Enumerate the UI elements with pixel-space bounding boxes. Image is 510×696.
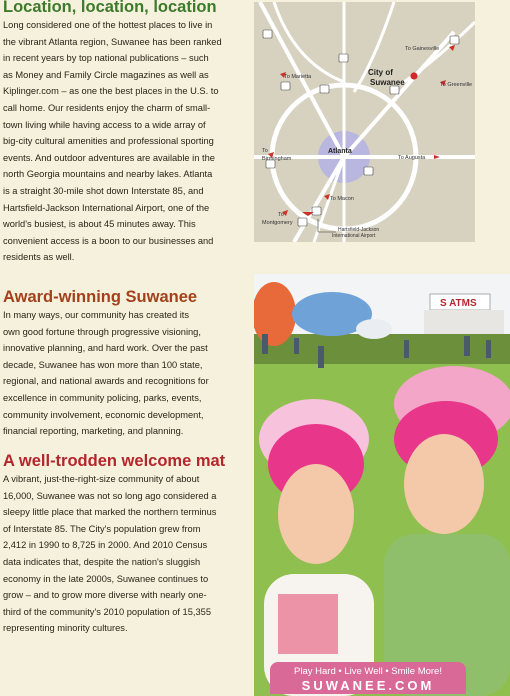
body-line: 2,412 in 1990 to 8,725 in 2000. And 2010 Census: [3, 540, 208, 551]
section-heading: Award-winning Suwanee: [3, 288, 198, 306]
body-line: big-city cultural amenities and professional sporting: [3, 136, 214, 147]
label-airport-line: Hartsfield-Jackson: [338, 227, 380, 233]
label-augusta: To Augusta: [398, 155, 426, 161]
body-line: innovative planning, and hard work. Over the past: [3, 343, 208, 354]
label-greenville: To Greenville: [440, 82, 473, 88]
label-gainesville: To Gainesville: [405, 46, 440, 52]
body-line: call home. Our residents enjoy the charm of small-: [3, 102, 211, 113]
section-awards: [3, 287, 243, 440]
body-line: world's busiest, is about 45 minutes away. This: [3, 219, 196, 230]
body-line: In many ways, our community has created its: [3, 310, 190, 320]
atms-sign-text: S ATMS: [440, 298, 477, 309]
body-line: events. And outdoor adventures are available in the: [3, 152, 215, 163]
body-line: is a straight 30-mile shot down Interstate 85, and: [3, 185, 204, 196]
body-line: Kiplinger.com – as one the best places in the U.S. to: [3, 86, 219, 97]
body-line: residents as well.: [3, 252, 75, 263]
section-heading: Location, location, location: [3, 0, 217, 16]
body-line: decade, Suwanee has won more than 100 state,: [3, 359, 203, 370]
body-line: Hartsfield-Jackson International Airport, one of the: [3, 202, 210, 213]
inflatable: [254, 282, 296, 346]
label-montgomery-line: Montgomery: [262, 220, 293, 226]
label-airport-line: International Airport: [332, 233, 376, 239]
body-line: grow – and to grow more diverse with nearly one-: [3, 590, 207, 601]
label-marietta: To Marietta: [284, 74, 312, 80]
body-line: Long considered one of the hottest places to live in: [3, 20, 213, 30]
road: [274, 2, 344, 82]
body-line: of Interstate 85. The City's population grew from: [3, 523, 201, 534]
body-line: sleepy little place that marked the northern terminus: [3, 507, 217, 518]
body-line: 16,000, Suwanee was not so long ago considered a: [3, 490, 217, 501]
banner-url: SUWANEE.COM: [301, 678, 435, 693]
festival-photo: [254, 274, 510, 696]
face: [404, 434, 484, 534]
suwanee-marker: [410, 72, 417, 79]
region-map: [254, 2, 475, 242]
body-line: economy in the late 2000s, Suwanee continues to: [3, 573, 209, 584]
label-atlanta: Atlanta: [328, 148, 352, 155]
map-drawing: [254, 2, 475, 242]
label-birmingham-line: Birmingham: [262, 156, 292, 162]
promo-banner: [270, 662, 466, 694]
body-line: community involvement, economic development,: [3, 409, 204, 420]
body-line: A vibrant, just-the-right-size community of about: [3, 474, 200, 484]
body-line: representing minority cultures.: [3, 623, 128, 634]
body-line: the vibrant Atlanta region, Suwanee has been ranked: [3, 36, 222, 47]
body-line: north Georgia mountains and nearby lakes. Atlanta: [3, 169, 213, 180]
label-suwanee-line: Suwanee: [370, 78, 405, 87]
label-montgomery-line: To: [278, 212, 284, 218]
section-location: [3, 0, 243, 266]
body-line: financial reporting, marketing, and planning.: [3, 426, 184, 437]
body-line: excellence in community policing, parks, events,: [3, 392, 202, 403]
body-line: data indicates that, despite the nation's sluggish: [3, 556, 201, 567]
body-line: in recent years by top national publications – such: [3, 53, 209, 64]
body-line: regional, and national awards and recognitions for: [3, 376, 209, 387]
section-welcome: [3, 451, 243, 637]
face: [278, 464, 354, 564]
label-birmingham-line: To: [262, 148, 268, 154]
section-heading: A well-trodden welcome mat: [3, 452, 226, 470]
tent: [424, 310, 504, 334]
body-line: convenient access is a boon to our businesses and: [3, 235, 214, 246]
section-body: [3, 471, 243, 637]
body-line: own good fortune through progressive visioning,: [3, 326, 201, 337]
label-macon: To Macon: [330, 196, 354, 202]
photo-illustration: [254, 274, 510, 696]
label-suwanee-line: City of: [368, 68, 393, 77]
section-body: [3, 17, 243, 266]
banner-tagline: Play Hard • Live Well • Smile More!: [294, 666, 442, 677]
body-line: town living while having access to a wide array of: [3, 119, 206, 130]
section-body: [3, 307, 243, 440]
body-line: third of the community's 2010 population of 15,355: [3, 606, 211, 617]
body-line: as Money and Family Circle magazines as well as: [3, 69, 209, 80]
